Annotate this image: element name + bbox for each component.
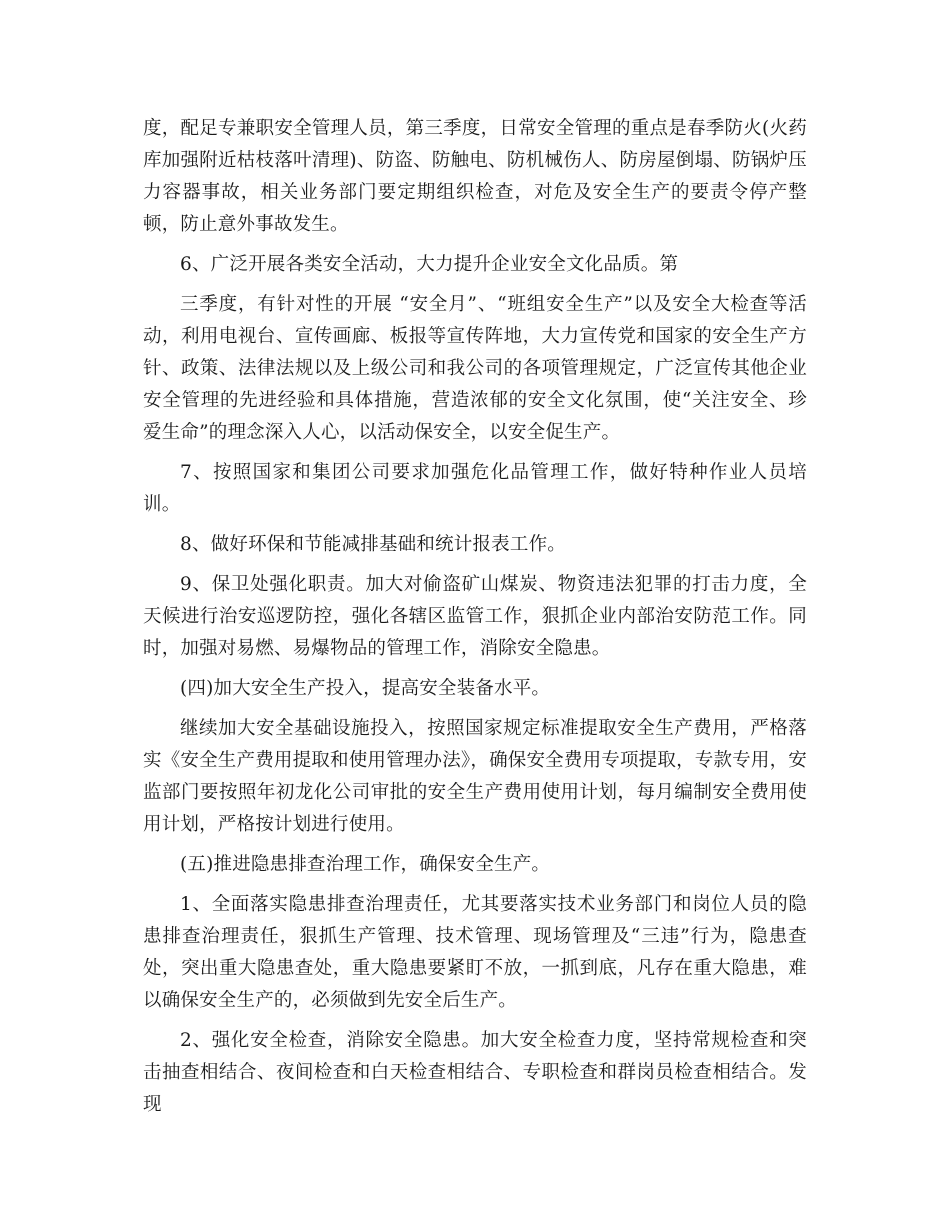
paragraph-item-1: 1、全面落实隐患排查治理责任，尤其要落实技术业务部门和岗位人员的隐患排查治理责任，狠抓生产管理、技术管理、现场管理及“三违”行为，隐患查处，突出重大隐患查处，重大隐患要紧盯不放，一抓到底，凡存在重大隐患，难以确保安全生产的，必须做到先安全后生产。: [143, 894, 807, 1011]
document-page: [143, 113, 807, 1129]
paragraph-item-2: 2、强化安全检查，消除安全隐患。加大安全检查力度，坚持常规检查和突击抽查相结合、夜间检查和白天检查相结合、专职检查和群岗员检查相结合。发现: [143, 1030, 807, 1115]
paragraph-item-8: 8、做好环保和节能减排基础和统计报表工作。: [180, 534, 566, 555]
paragraph-item-9: 9、保卫处强化职责。加大对偷盗矿山煤炭、物资违法犯罪的打击力度，全天候进行治安巡逻防控，强化各辖区监管工作，狠抓企业内部治安防范工作。同时，加强对易燃、易爆物品的管理工作，消除安全隐患。: [143, 574, 807, 659]
paragraph-item-7: 7、按照国家和集团公司要求加强危化品管理工作，做好特种作业人员培训。: [143, 462, 807, 515]
paragraph-continuation: 度，配足专兼职安全管理人员，第三季度，日常安全管理的重点是春季防火(火药库加强附近枯枝落叶清理)、防盗、防触电、防机械伤人、防房屋倒塌、防锅炉压力容器事故，相关业务部门要定期组织检查，对危及安全生产的要责令停产整顿，防止意外事故发生。: [143, 118, 807, 235]
paragraph-item-6-heading: 6、广泛开展各类安全活动，大力提升企业安全文化品质。第: [180, 254, 679, 275]
section-heading-4: (四)加大安全生产投入，提高安全装备水平。: [180, 678, 551, 699]
paragraph-item-6-body: 三季度，有针对性的开展 “安全月”、“班组安全生产”以及安全大检查等活动，利用电视台、宣传画廊、板报等宣传阵地，大力宣传党和国家的安全生产方针、政策、法律法规以及上级公司和我公司的各项管理规定，广泛宣传其他企业安全管理的先进经验和具体措施，营造浓郁的安全文化氛围，使“关注安全、珍爱生命”的理念深入人心，以活动保安全，以安全促生产。: [143, 294, 807, 443]
section-heading-5: (五)推进隐患排查治理工作，确保安全生产。: [180, 854, 551, 875]
paragraph-section-4-body: 继续加大安全基础设施投入，按照国家规定标准提取安全生产费用，严格落实《安全生产费用提取和使用管理办法》，确保安全费用专项提取，专款专用，安监部门要按照年初龙化公司审批的安全生产费用使用计划，每月编制安全费用使用计划，严格按计划进行使用。: [143, 718, 807, 835]
